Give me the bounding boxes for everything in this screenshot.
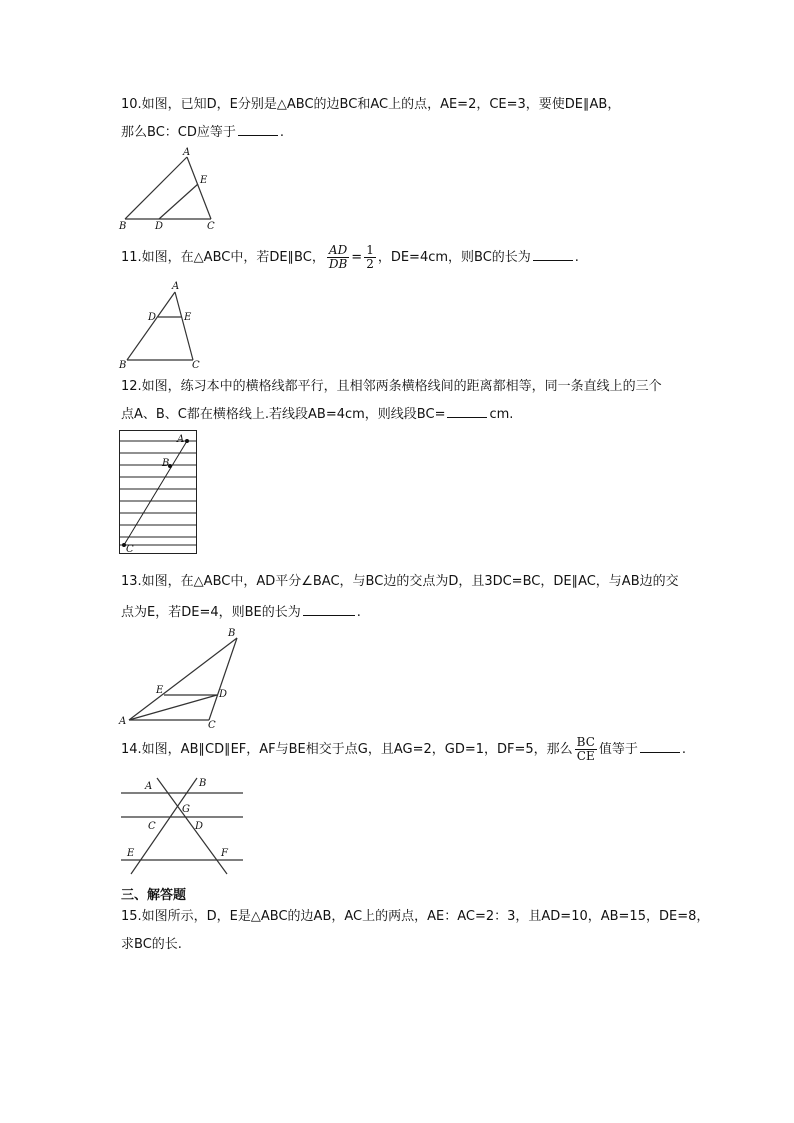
- q14-label-C: C: [148, 821, 156, 832]
- q11-label-C: C: [192, 360, 200, 371]
- q10-answer-blank[interactable]: [238, 123, 278, 136]
- q12-line2: [121, 405, 513, 424]
- q12-label-A: A: [177, 434, 185, 445]
- q13-label-D: D: [219, 689, 228, 700]
- q11-figure: [115, 280, 215, 372]
- q13-label-E: E: [156, 685, 164, 696]
- q14-line: [121, 736, 686, 764]
- q11-label-B: B: [119, 360, 127, 371]
- q11-answer-blank[interactable]: [533, 248, 573, 261]
- q13-answer-blank[interactable]: [303, 603, 355, 616]
- q11-frac1-den: DB: [328, 257, 348, 271]
- q14-label-B: B: [199, 778, 207, 789]
- q13-label-B: B: [228, 628, 236, 639]
- q10-line2: [121, 123, 284, 142]
- q10-figure: [115, 145, 225, 235]
- q11-label-E: E: [184, 312, 192, 323]
- q10-label-D: D: [155, 221, 164, 232]
- q14-frac-num: BC: [576, 735, 595, 749]
- section-heading: 三、解答题: [121, 888, 187, 903]
- q14-label-A: A: [145, 781, 153, 792]
- q10-text: 那么BC：CD应等于: [121, 125, 236, 140]
- q12-answer-blank[interactable]: [447, 405, 487, 418]
- q11-label-A: A: [172, 281, 180, 292]
- q14-label-D: D: [195, 821, 204, 832]
- q12-label-C: C: [126, 544, 134, 555]
- q12-label-B: B: [162, 458, 170, 469]
- q10-label-C: C: [207, 221, 215, 232]
- q14-post: 值等于: [598, 742, 638, 757]
- q11-fraction-half: [364, 244, 376, 271]
- q12-pre: 点A、B、C都在横格线上.若线段AB=4cm，则线段BC=: [121, 407, 446, 422]
- q11-line: [121, 244, 579, 272]
- q13-label-A: A: [119, 716, 127, 727]
- q14-answer-blank[interactable]: [640, 740, 680, 753]
- q10-label-A: A: [183, 147, 191, 158]
- q14-frac-den: CE: [576, 749, 595, 763]
- q10-label-E: E: [200, 175, 208, 186]
- q12-post: cm.: [489, 407, 514, 422]
- q12-line1: 12.如图，练习本中的横格线都平行，且相邻两条横格线间的距离都相等，同一条直线上的三个: [121, 379, 662, 394]
- q11-pre: 11.如图，在△ABC中，若DE∥BC，: [121, 250, 325, 265]
- q13-end: .: [356, 605, 361, 620]
- q14-label-F: F: [221, 848, 228, 859]
- q11-frac2-den: 2: [366, 257, 374, 271]
- q12-figure: [119, 430, 199, 556]
- q10-line1: 10.如图，已知D，E分别是△ABC的边BC和AC上的点，AE=2，CE=3，要使DE∥AB，: [121, 97, 621, 112]
- q11-end: .: [574, 250, 579, 265]
- q11-post: ，DE=4cm，则BC的长为: [377, 250, 531, 265]
- q10-end: .: [279, 125, 284, 140]
- q13-line2: [121, 603, 361, 622]
- q14-label-E: E: [127, 848, 135, 859]
- q14-pre: 14.如图，AB∥CD∥EF，AF与BE相交于点G，且AG=2，GD=1，DF=5，那么: [121, 742, 573, 757]
- q13-label-C: C: [208, 720, 216, 731]
- q11-frac2-num: 1: [366, 243, 374, 257]
- q14-fraction-bc-ce: [575, 736, 597, 763]
- q11-fraction-ad-db: [327, 244, 349, 271]
- q13-figure: [115, 624, 245, 731]
- q13-pre: 点为E，若DE=4，则BE的长为: [121, 605, 301, 620]
- q14-figure: [117, 772, 245, 876]
- q11-frac1-num: AD: [327, 244, 349, 258]
- q11-eq: =: [351, 250, 363, 265]
- q15-line2: 求BC的长.: [121, 937, 182, 952]
- q11-label-D: D: [148, 312, 157, 323]
- q14-label-G: G: [182, 804, 190, 815]
- q14-end: .: [681, 742, 687, 757]
- q10-label-B: B: [119, 221, 127, 232]
- q15-line1: 15.如图所示，D，E是△ABC的边AB，AC上的两点，AE：AC=2：3，且AD=10，AB=15，DE=8，: [121, 909, 710, 924]
- q13-line1: 13.如图，在△ABC中，AD平分∠BAC，与BC边的交点为D，且3DC=BC，DE∥AC，与AB边的交: [121, 574, 679, 589]
